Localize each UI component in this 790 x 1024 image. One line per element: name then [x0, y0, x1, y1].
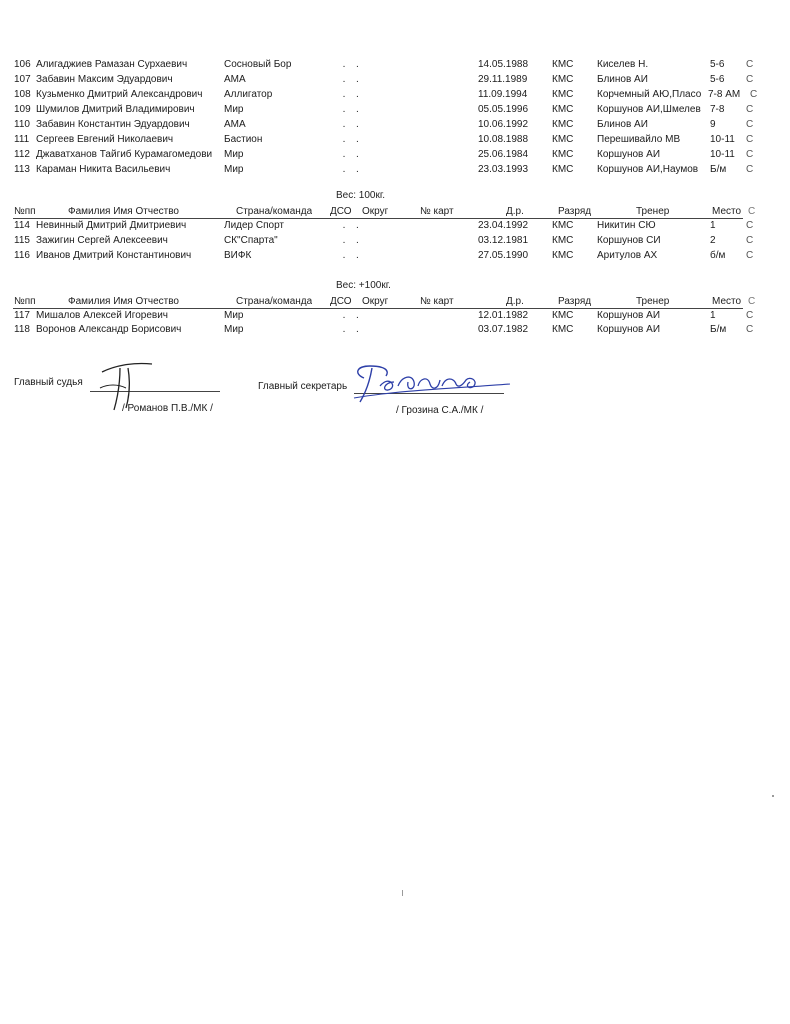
table-row: 108 Кузьменко Дмитрий Александрович Аллигатор . . 11.09.1994 КМС Корчемный АЮ,Пласо 7-8 АМ С: [14, 89, 758, 100]
table-row: 114 Невинный Дмитрий Дмитриевич Лидер Спорт . . 23.04.1992 КМС Никитин СЮ 1 С: [14, 220, 754, 231]
table-row: 111 Сергеев Евгений Николаевич Бастион . . 10.08.1988 КМС Перешивайло МВ 10-11 С: [14, 134, 754, 145]
table-header: №пп Фамилия Имя Отчество Страна/команда ДСО Округ № карт Д.р. Разряд Тренер Место С: [14, 206, 756, 217]
table-header: №пп Фамилия Имя Отчество Страна/команда ДСО Округ № карт Д.р. Разряд Тренер Место С: [14, 296, 756, 307]
chief-judge-label: Главный судья: [14, 377, 83, 388]
chief-judge-name: / Романов П.В./МК /: [122, 403, 213, 414]
table-row: 118 Воронов Александр Борисович Мир . . 03.07.1982 КМС Коршунов АИ Б/м С: [14, 324, 754, 335]
scan-speck: [402, 890, 403, 896]
table-row: 106 Алигаджиев Рамазан Сурхаевич Сосновый Бор . . 14.05.1988 КМС Киселев Н. 5-6 С: [14, 59, 754, 70]
chief-secretary-name: / Грозина С.А./МК /: [396, 405, 484, 416]
chief-secretary-label: Главный секретарь: [258, 381, 348, 392]
table-row: 113 Караман Никита Васильевич Мир . . 23.03.1993 КМС Коршунов АИ,Наумов Б/м С: [14, 164, 754, 175]
table-row: 115 Зажигин Сергей Алексеевич СК"Спарта" . . 03.12.1981 КМС Коршунов СИ 2 С: [14, 235, 754, 246]
table-row: 116 Иванов Дмитрий Константинович ВИФК . . 27.05.1990 КМС Аритулов АХ б/м С: [14, 250, 754, 261]
weight-category-heading: Вес: +100кг.: [336, 280, 391, 291]
table-row: 112 Джаватханов Тайгиб Курамагомедови Мир . . 25.06.1984 КМС Коршунов АИ 10-11 С: [14, 149, 754, 160]
weight-category-heading: Вес: 100кг.: [336, 190, 386, 201]
scan-speck: [772, 795, 774, 797]
table-row: 110 Забавин Константин Эдуардович АМА . . 10.06.1992 КМС Блинов АИ 9 С: [14, 119, 754, 130]
table-row: 109 Шумилов Дмитрий Владимирович Мир . . 05.05.1996 КМС Коршунов АИ,Шмелев 7-8 С: [14, 104, 754, 115]
chief-secretary-signature: [350, 356, 520, 412]
table-row: 107 Забавин Максим Эдуардович АМА . . 29.11.1989 КМС Блинов АИ 5-6 С: [14, 74, 754, 85]
table-row: 117 Мишалов Алексей Игоревич Мир . . 12.01.1982 КМС Коршунов АИ 1 С: [14, 310, 754, 321]
